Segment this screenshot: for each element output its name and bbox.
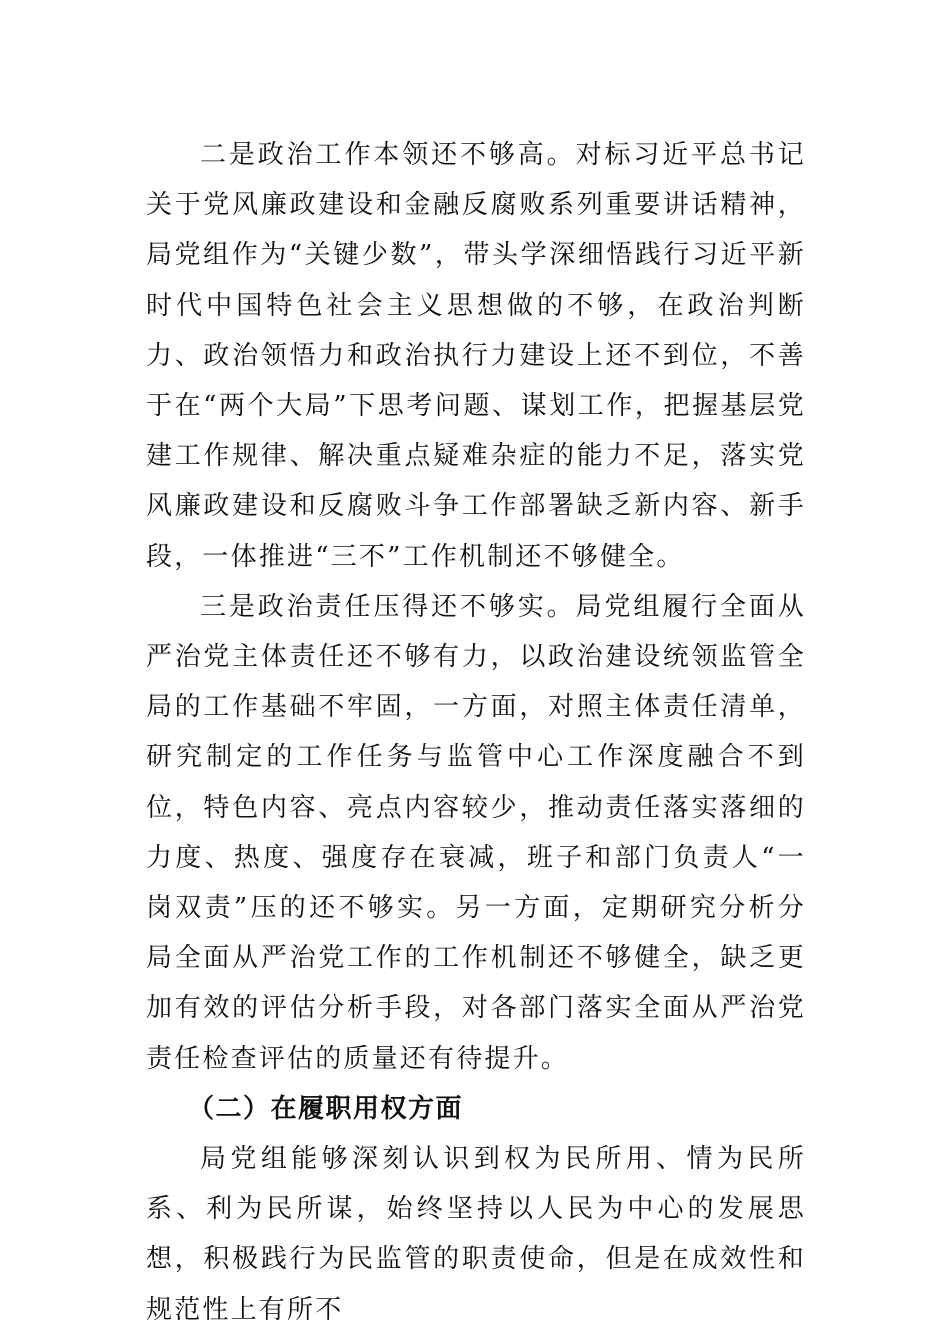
section-heading-duty-and-power: （二）在履职用权方面 xyxy=(188,1093,464,1124)
paragraph-duty-and-power: 局党组能够深刻认识到权为民所用、情为民所系、利为民所谋，始终坚持以人民为中心的发展思想，积极践行为民监管的职责使命，但是在成效性和规范性上有所不 xyxy=(146,1144,806,1325)
document-body xyxy=(146,130,806,1335)
paragraph-political-skill: 二是政治工作本领还不够高。对标习近平总书记关于党风廉政建设和金融反腐败系列重要讲话精神，局党组作为“关键少数”，带头学深细悟践行习近平新时代中国特色社会主义思想做的不够，在政治判断力、政治领悟力和政治执行力建设上还不到位，不善于在“两个大局”下思考问题、谋划工作，把握基层党建工作规律、解决重点疑难杂症的能力不足，落实党风廉政建设和反腐败斗争工作部署缺乏新内容、新手段，一体推进“三不”工作机制还不够健全。 xyxy=(146,140,806,572)
paragraph-political-responsibility: 三是政治责任压得还不够实。局党组履行全面从严治党主体责任还不够有力，以政治建设统领监管全局的工作基础不牢固，一方面，对照主体责任清单，研究制定的工作任务与监管中心工作深度融合不到位，特色内容、亮点内容较少，推动责任落实落细的力度、热度、强度存在衰减，班子和部门负责人“一岗双责”压的还不够实。另一方面，定期研究分析分局全面从严治党工作的工作机制还不够健全，缺乏更加有效的评估分析手段，对各部门落实全面从严治党责任检查评估的质量还有待提升。 xyxy=(146,591,806,1074)
